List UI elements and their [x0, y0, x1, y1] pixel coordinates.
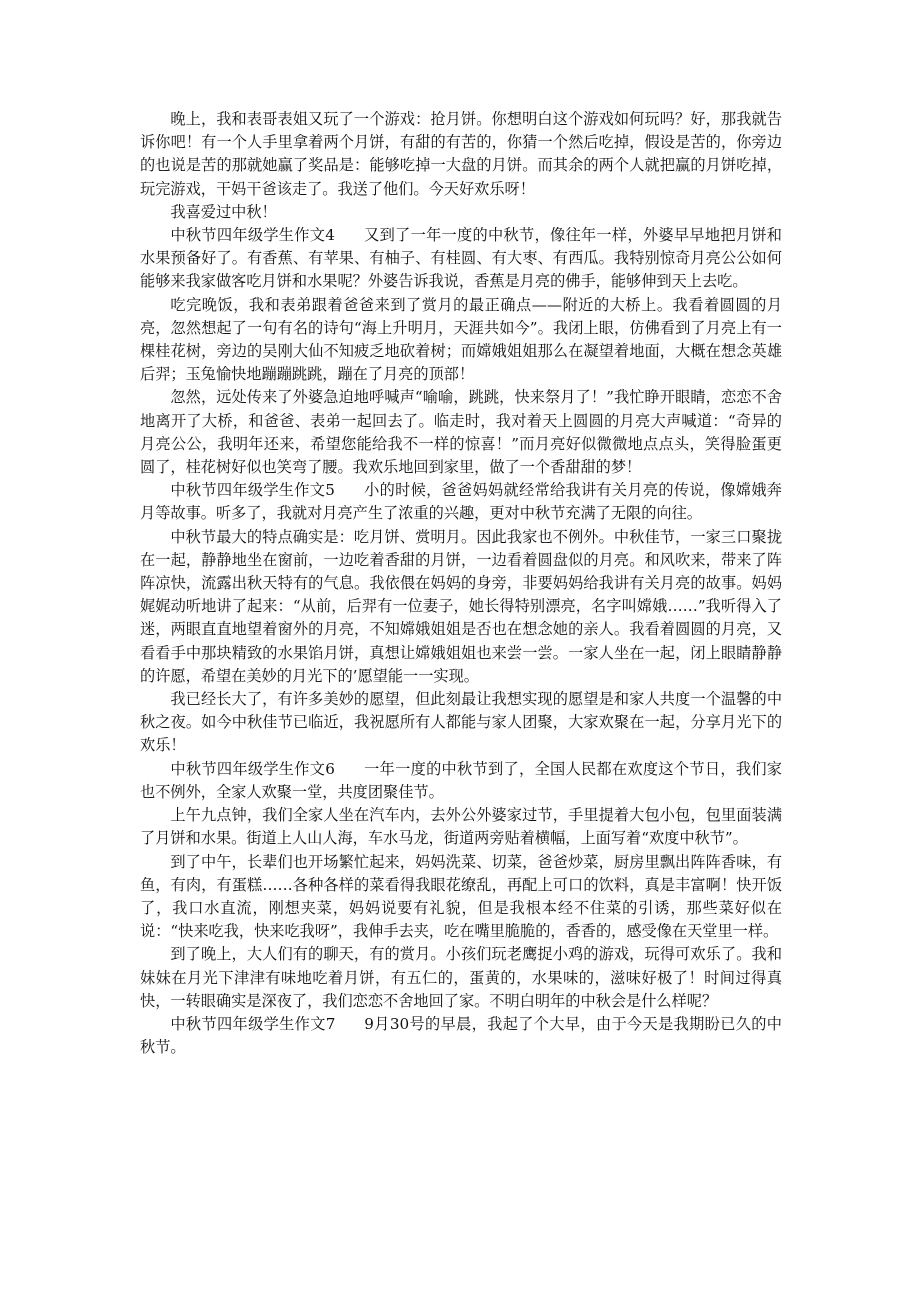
paragraph-text: 我喜爱过中秋！	[170, 202, 277, 221]
essay-heading-paragraph	[140, 758, 782, 804]
paragraph-text: 中秋节最大的特点确实是：吃月饼、赏明月。因此我家也不例外。中秋佳节，一家三口聚拢在一起，静静地坐在窗前，一边吃着香甜的月饼，一边看着圆盘似的月亮。和风吹来，带来了阵阵凉快，流露出秋天特有的气息。我依偎在妈妈的身旁，非要妈妈给我讲有关月亮的故事。妈妈娓娓动听地讲了起来：“从前，后羿有一位妻子，她长得特别漂亮，名字叫嫦娥……”我听得入了迷，两眼直直地望着窗外的月亮，不知嫦娥姐姐是否也在想念她的亲人。我看着圆圆的月亮，又看看手中那块精致的水果馅月饼，真想让嫦娥姐姐也来尝一尝。一家人坐在一起，闭上眼睛静静的许愿，希望在美妙的月光下的’愿望能一一实现。	[140, 527, 782, 685]
paragraph-text: 忽然，远处传来了外婆急迫地呼喊声“喻喻，跳跳，快来祭月了！”我忙睁开眼睛，恋恋不舍地离开了大桥，和爸爸、表弟一起回去了。临走时，我对着天上圆圆的月亮大声喊道：“奇异的月亮公公，我明年还来，希望您能给我不一样的惊喜！”而月亮好似微微地点点头，笑得脸蛋更圆了，桂花树好似也笑弯了腰。我欢乐地回到家里，做了一个香甜甜的梦！	[140, 388, 782, 477]
body-paragraph	[140, 804, 782, 850]
body-paragraph	[140, 943, 782, 1013]
essay-heading-paragraph	[140, 224, 782, 294]
paragraph-text: 我已经长大了，有许多美妙的愿望，但此刻最让我想实现的愿望是和家人共度一个温馨的中秋之夜。如今中秋佳节已临近，我祝愿所有人都能与家人团聚，大家欢聚在一起，分享月光下的欢乐！	[140, 690, 782, 755]
paragraph-text: 9月30号的早晨，我起了个大早，由于今天是我期盼已久的中秋节。	[140, 1014, 782, 1057]
body-paragraph	[140, 108, 782, 201]
essay-heading: 中秋节四年级学生作文4	[170, 226, 335, 245]
paragraph-text: 上午九点钟，我们全家人坐在汽车内，去外公外婆家过节，手里提着大包小包，包里面装满了月饼和水果。街道上人山人海，车水马龙，街道两旁贴着横幅，上面写着“欢度中秋节”。	[140, 806, 782, 848]
essay-heading-paragraph	[140, 479, 782, 525]
document-body	[140, 108, 782, 1059]
essay-heading: 中秋节四年级学生作文7	[170, 1014, 336, 1033]
paragraph-text: 小的时候，爸爸妈妈就经常给我讲有关月亮的传说，像嫦娥奔月等故事。听多了，我就对月亮产生了浓重的兴趣，更对中秋节充满了无限的向往。	[140, 481, 782, 523]
essay-heading: 中秋节四年级学生作文5	[170, 481, 335, 500]
paragraph-text: 晚上，我和表哥表姐又玩了一个游戏：抢月饼。你想明白这个游戏如何玩吗？好，那我就告诉你吧！有一个人手里拿着两个月饼，有甜的有苦的，你猜一个然后吃掉，假设是苦的，你旁边的也说是苦的那就她赢了奖品是：能够吃掉一大盘的月饼。而其余的两个人就把赢的月饼吃掉，玩完游戏，干妈干爸该走了。我送了他们。今天好欢乐呀！	[140, 110, 782, 198]
essay-heading-paragraph	[140, 1013, 782, 1059]
paragraph-text: 到了晚上，大人们有的聊天，有的赏月。小孩们玩老鹰捉小鸡的游戏，玩得可欢乐了。我和妹妹在月光下津津有味地吃着月饼，有五仁的，蛋黄的，水果味的，滋味好极了！时间过得真快，一转眼确实是深夜了，我们恋恋不舍地回了家。不明白明年的中秋会是什么样呢？	[140, 945, 782, 1010]
body-paragraph	[140, 688, 782, 758]
body-paragraph	[140, 201, 782, 224]
paragraph-text: 到了中午，长辈们也开场繁忙起来，妈妈洗菜、切菜，爸爸炒菜，厨房里飘出阵阵香味，有鱼，有肉，有蛋糕……各种各样的菜看得我眼花缭乱，再配上可口的饮料，真是丰富啊！快开饭了，我口水直流，刚想夹菜，妈妈说要有礼貌，但是我根本经不住菜的引诱，那些菜好似在说：“快来吃我，快来吃我呀”，我伸手去夹，吃在嘴里脆脆的，香香的，感受像在天堂里一样。	[140, 852, 782, 941]
paragraph-text: 又到了一年一度的中秋节，像往年一样，外婆早早地把月饼和水果预备好了。有香蕉、有苹果、有柚子、有桂圆、有大枣、有西瓜。我特别惊奇月亮公公如何能够来我家做客吃月饼和水果呢？外婆告诉我说，香蕉是月亮的佛手，能够伸到天上去吃。	[140, 226, 782, 291]
body-paragraph	[140, 294, 782, 387]
paragraph-text: 一年一度的中秋节到了，全国人民都在欢度这个节日，我们家也不例外，全家人欢聚一堂，共度团聚佳节。	[140, 759, 782, 801]
body-paragraph	[140, 386, 782, 479]
body-paragraph	[140, 851, 782, 944]
paragraph-text: 吃完晚饭，我和表弟跟着爸爸来到了赏月的最正确点——附近的大桥上。我看着圆圆的月亮，忽然想起了一句有名的诗句“海上升明月，天涯共如今”。我闭上眼，仿佛看到了月亮上有一棵桂花树，旁边的吴刚大仙不知疲乏地砍着树；而嫦娥姐姐那么在凝望着地面，大概在想念英雄后羿；玉兔愉快地蹦蹦跳跳，蹦在了月亮的顶部！	[140, 295, 782, 384]
essay-heading: 中秋节四年级学生作文6	[170, 759, 335, 778]
body-paragraph	[140, 526, 782, 688]
